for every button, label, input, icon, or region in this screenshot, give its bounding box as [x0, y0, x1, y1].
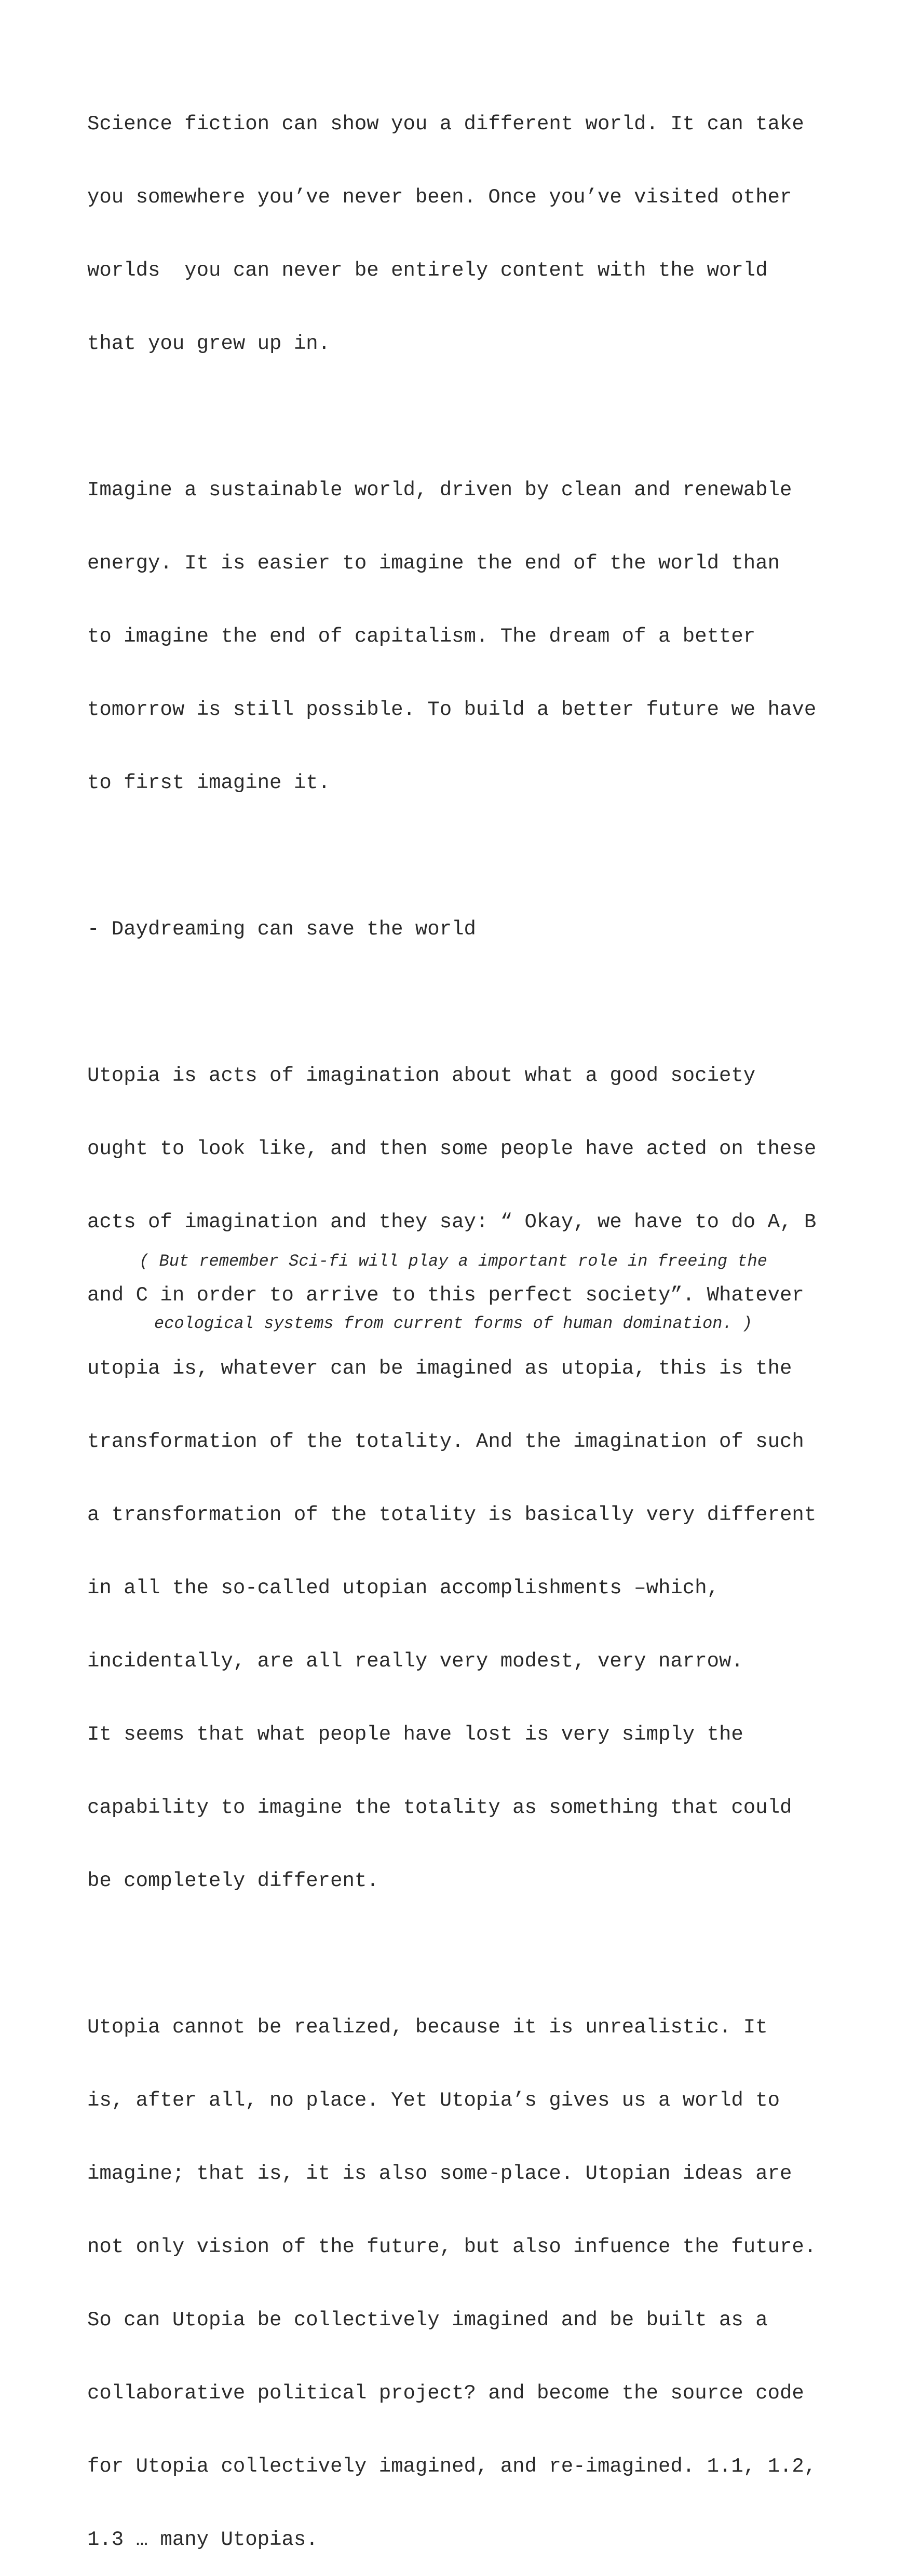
footnote-line: ecological systems from current forms of human domination. ) — [154, 1314, 753, 1333]
paragraph-science-fiction — [87, 63, 835, 405]
text-line: capability to imagine the totality as something that could — [87, 1796, 792, 1819]
text-line: for Utopia collectively imagined, and re-imagined. 1.1, 1.2, — [87, 2455, 817, 2478]
text-line: not only vision of the future, but also infuence the future. — [87, 2235, 817, 2258]
paragraph-utopia-imagination — [87, 1015, 835, 1942]
text-line: be completely different. — [87, 1869, 379, 1892]
text-line: It seems that what people have lost is very simply the — [87, 1723, 743, 1746]
text-line: is, after all, no place. Yet Utopia’s gives us a world to — [87, 2089, 780, 2112]
paragraph-sustainable-world — [87, 429, 835, 844]
text-line: Utopia cannot be realized, because it is unrealistic. It — [87, 2016, 768, 2039]
text-line: to first imagine it. — [87, 771, 331, 794]
paragraph-daydreaming — [87, 869, 835, 991]
text-line: utopia is, whatever can be imagined as utopia, this is the — [87, 1357, 792, 1380]
text-line: that you grew up in. — [87, 332, 331, 355]
text-line: Imagine a sustainable world, driven by clean and renewable — [87, 479, 792, 501]
footnote — [87, 1210, 819, 1376]
text-line: to imagine the end of capitalism. The dream of a better — [87, 625, 756, 648]
text-line: So can Utopia be collectively imagined and be built as a — [87, 2309, 768, 2331]
text-line: collaborative political project? and become the source code — [87, 2382, 804, 2405]
text-line: acts of imagination and they say: “ Okay, we have to do A, B — [87, 1211, 817, 1233]
text-line: you somewhere you’ve never been. Once you’ve visited other — [87, 186, 792, 209]
text-line: 1.3 … many Utopias. — [87, 2528, 318, 2551]
text-line: tomorrow is still possible. To build a better future we have — [87, 698, 817, 721]
text-line: a transformation of the totality is basically very different — [87, 1503, 817, 1526]
text-line: Utopia is acts of imagination about what a good society — [87, 1064, 756, 1087]
text-line: in all the so-called utopian accomplishments –which, — [87, 1577, 719, 1599]
text-line: transformation of the totality. And the imagination of such — [87, 1430, 804, 1453]
text-line: ought to look like, and then some people have acted on these — [87, 1137, 817, 1160]
text-line: incidentally, are all really very modest, very narrow. — [87, 1650, 743, 1673]
text-line: Science fiction can show you a different world. It can take — [87, 113, 804, 135]
text-line: - Daydreaming can save the world — [87, 918, 476, 941]
text-line: imagine; that is, it is also some-place. Utopian ideas are — [87, 2162, 792, 2185]
footnote-line: ( But remember Sci-fi will play a important role in freeing the — [139, 1252, 767, 1271]
paragraph-utopia-unrealistic — [87, 1967, 835, 2576]
text-line: and C in order to arrive to this perfect society”. Whatever — [87, 1284, 804, 1307]
text-line: energy. It is easier to imagine the end of the world than — [87, 552, 780, 575]
text-line: worlds you can never be entirely content with the world — [87, 259, 768, 282]
